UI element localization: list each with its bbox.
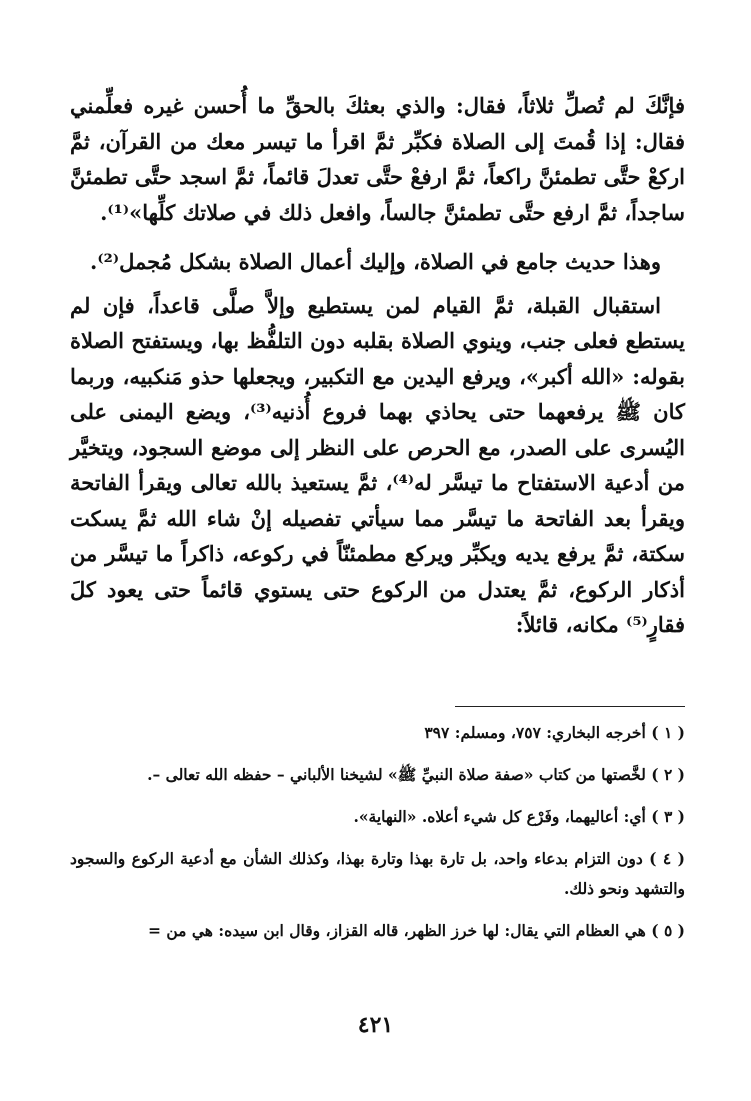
body-paragraph-3: استقبال القبلة، ثمَّ القيام لمن يستطيع وإلاَّ صلَّى قاعداً، فإن لم يستطع فعلى جنب، وينوي الصلاة بقلبه دون التلفُّظ بها، ويستفتح الصلاة بقوله: «الله أكبر»، ويرفع اليدين مع التكبير، ويجعلها حذو مَنكبيه، وربما كان ﷺ يرفعهما حتى يحاذي بهما فروع أُذنيه⁽³⁾، ويضع اليمنى على اليُسرى على الصدر، مع الحرص على النظر إلى موضع السجود، ويتخيَّر من أدعية الاستفتاح ما تيسَّر له⁽⁴⁾، ثمَّ يستعيذ بالله تعالى ويقرأ الفاتحة ويقرأ بعد الفاتحة ما تيسَّر مما سيأتي تفصيله إنْ شاء الله ثمَّ يسكت سكتة، ثمَّ يرفع يديه ويكبِّر ويركع مطمئنّاً في ركوعه، ذاكراً ما تيسَّر من أذكار الركوع، ثمَّ يعتدل من الركوع حتى يستوي قائماً حتى يعود كلَ فقارٍ⁽⁵⁾ مكانه، قائلاً: (70, 292, 685, 637)
footnote-divider (455, 706, 685, 707)
body-paragraph-2: وهذا حديث جامع في الصلاة، وإليك أعمال الصلاة بشكل مُجمل⁽²⁾. (90, 249, 661, 274)
footnote-2: ( ٢ ) لخَّصتها من كتاب «صفة صلاة النبيِّ ﷺ» لشيخنا الألباني – حفظه الله تعالى –. (147, 765, 685, 784)
footnote-4: ( ٤ ) دون التزام بدعاء واحد، بل تارة بهذا وتارة بهذا، وكذلك الشأن مع أدعية الركوع والسجود والتشهد ونحو ذلك. (70, 849, 685, 898)
footnotes (70, 718, 685, 946)
main-text (70, 88, 685, 643)
footnote-3: ( ٣ ) أي: أعاليهما، وفَرْع كل شيء أعلاه. «النهاية». (353, 807, 685, 826)
body-paragraph-1: فإنَّكَ لم تُصلِّ ثلاثاً، فقال: والذي بعثكَ بالحقِّ ما أُحسن غيره فعلِّمني فقال: إذا قُمتَ إلى الصلاة فكبِّر ثمَّ اقرأ ما تيسر معك من القرآن، ثمَّ اركعْ حتَّى تطمئنَّ راكعاً، ثمَّ ارفعْ حتَّى تعدلَ قائماً، ثمَّ اسجد حتَّى تطمئنَّ ساجداً، ثمَّ ارفع حتَّى تطمئنَّ جالساً، وافعل ذلك في صلاتك كلِّها»⁽¹⁾. (70, 93, 685, 225)
footnote-1: ( ١ ) أخرجه البخاري: ٧٥٧، ومسلم: ٣٩٧ (424, 723, 685, 742)
page-number: ٤٢١ (357, 1012, 394, 1038)
footnote-5: ( ٥ ) هي العظام التي يقال: لها خرز الظهر، قاله القزاز، وقال ابن سيده: هي من = (147, 921, 685, 940)
